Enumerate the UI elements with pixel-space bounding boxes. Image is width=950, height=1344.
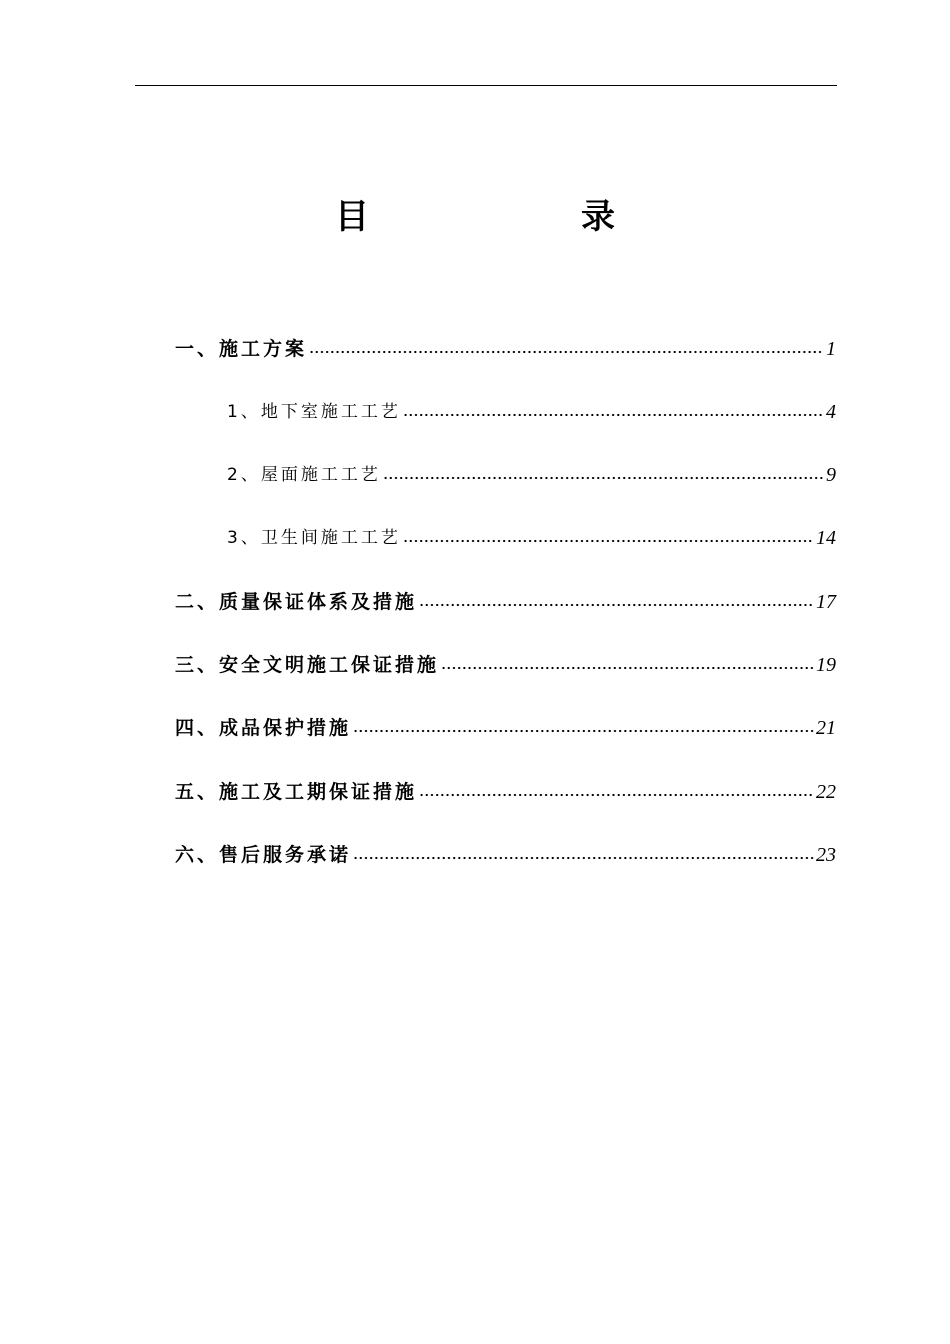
toc-entry-6[interactable] xyxy=(175,839,836,867)
toc-entry-1-1[interactable] xyxy=(227,396,836,424)
toc-entry-label: 3、卫生间施工工艺 xyxy=(227,528,401,548)
toc-entry-page: 23 xyxy=(816,844,836,866)
dot-leader xyxy=(403,526,814,550)
header-rule xyxy=(135,85,837,86)
dot-leader xyxy=(403,400,824,424)
toc-entry-page: 19 xyxy=(816,654,836,676)
toc-entry-label: 1、地下室施工工艺 xyxy=(227,402,401,422)
toc-entry-1-3[interactable] xyxy=(227,522,836,550)
toc-entry-5[interactable] xyxy=(175,776,836,804)
toc-entry-label: 三、安全文明施工保证措施 xyxy=(175,654,440,676)
toc-entry-1-2[interactable] xyxy=(227,459,836,487)
dot-leader xyxy=(383,463,824,487)
toc-entry-page: 17 xyxy=(816,591,836,613)
toc-entry-label: 一、施工方案 xyxy=(175,338,308,360)
dot-leader xyxy=(353,716,814,740)
page-title: 目 录 xyxy=(335,197,663,237)
toc-entry-label: 五、施工及工期保证措施 xyxy=(175,781,418,803)
toc-entry-page: 22 xyxy=(816,781,836,803)
toc-entry-label: 二、质量保证体系及措施 xyxy=(175,591,418,613)
toc-entry-4[interactable] xyxy=(175,712,836,740)
toc-entry-3[interactable] xyxy=(175,649,836,677)
toc-entry-1[interactable] xyxy=(175,333,836,361)
toc-entry-label: 四、成品保护措施 xyxy=(175,717,352,739)
dot-leader xyxy=(441,653,814,677)
toc-entry-page: 1 xyxy=(826,338,836,360)
toc-entry-page: 14 xyxy=(816,527,836,549)
toc-entry-label: 2、屋面施工工艺 xyxy=(227,465,381,485)
dot-leader xyxy=(419,590,814,614)
toc-entry-page: 9 xyxy=(826,464,836,486)
toc-entry-page: 21 xyxy=(816,717,836,739)
toc-entry-page: 4 xyxy=(826,401,836,423)
dot-leader xyxy=(353,843,814,867)
dot-leader xyxy=(419,780,814,804)
toc-entry-2[interactable] xyxy=(175,586,836,614)
toc-entry-label: 六、售后服务承诺 xyxy=(175,844,352,866)
dot-leader xyxy=(309,337,824,361)
